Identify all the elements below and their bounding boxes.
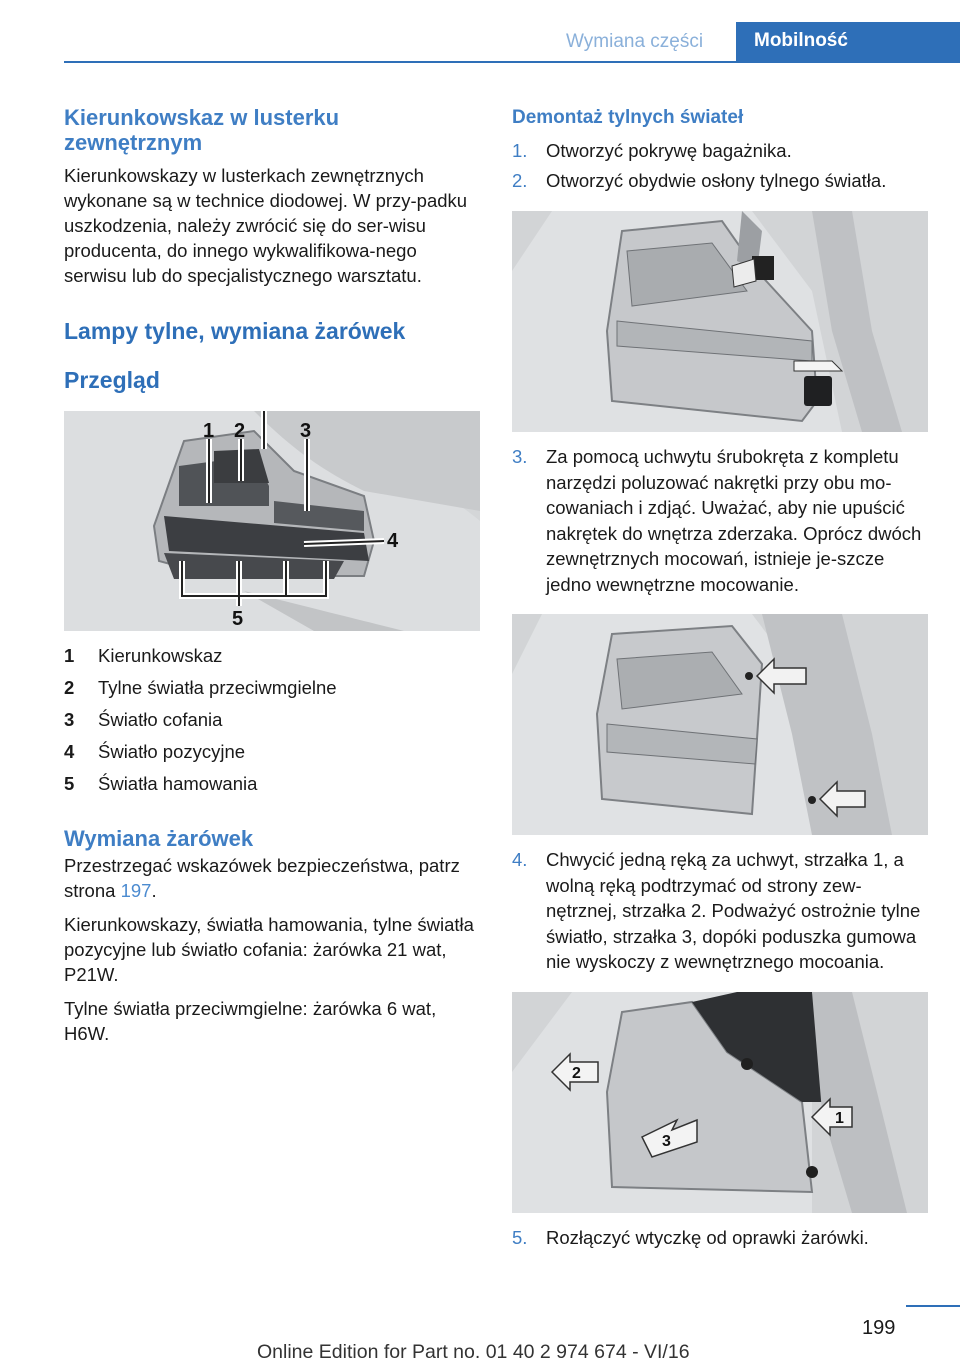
step-4-figure <box>512 992 928 1213</box>
removal-steps <box>512 138 928 193</box>
removal-steps-cont <box>512 444 928 597</box>
bulbs-safety-text: Przestrzegać wskazówek bezpieczeństwa, patrz strona 197. <box>64 855 460 901</box>
step-item: 4. Chwycić jedną ręką za uchwyt, strzałka 1, a wolną ręką podtrzymać od strony zew-nętrznej, strzałka 2. Podważyć ostrożnie tylne światło, strzałka 3, dopóki poduszka gumowa nie wyskoczy z wewnętrznego mocoania. <box>512 849 921 972</box>
callout-4: 4 <box>387 530 399 552</box>
callout-1: 1 <box>203 420 215 442</box>
legend-item: 2 Tylne światła przeciwmgielne <box>64 677 337 698</box>
page-number: 199 <box>862 1317 896 1339</box>
arrow-label-3: 3 <box>662 1132 671 1150</box>
callout-2: 2 <box>234 420 246 442</box>
mirror-text: Kierunkowskazy w lusterkach zewnętrznych wykonane są w technice diodowej. W przy-padku uszkodzenia, należy zwrócić się do ser-wisu producenta, do innego wykwalifikowa-nego serwisu lub do specjalistycznego warsztatu. <box>64 165 468 286</box>
bulbs-heading: Wymiana żarówek <box>64 826 254 851</box>
removal-heading: Demontaż tylnych świateł <box>512 107 744 128</box>
section-title: Lampy tylne, wymiana żarówek <box>64 318 406 344</box>
step-item: 3. Za pomocą uchwytu śrubokręta z kompletu narzędzi poluzować nakrętki przy obu mo-cowaniach i zdjąć. Uważać, aby nie upuścić nakrętek do wnętrza zderzaka. Oprócz dwóch zewnętrznych mocowań, istnieje je-szcze jedno wewnętrzne mocowanie. <box>512 446 922 595</box>
removal-steps-cont-3 <box>512 1225 928 1251</box>
removal-steps-cont-2 <box>512 847 928 975</box>
step-item: 2. Otworzyć obydwie osłony tylnego światła. <box>512 169 887 191</box>
page-link-197[interactable]: 197 <box>120 880 152 901</box>
step-2-figure <box>512 211 928 432</box>
overview-legend <box>64 640 482 800</box>
legend-item: 3 Światło cofania <box>64 709 223 730</box>
left-column <box>64 100 482 1046</box>
footer-rule <box>906 1305 960 1307</box>
edition-text: Online Edition for Part no. 01 40 2 974 674 - VI/16 <box>257 1341 690 1363</box>
header-rule <box>64 61 960 63</box>
header-chapter-tab: Mobilność <box>736 22 960 63</box>
step-item: 1. Otworzyć pokrywę bagażnika. <box>512 140 792 161</box>
legend-item: 5 Światła hamowania <box>64 773 258 794</box>
arrow-label-2: 2 <box>572 1064 581 1082</box>
overview-title: Przegląd <box>64 367 160 393</box>
arrow-label-1: 1 <box>835 1109 844 1127</box>
legend-item: 1 Kierunkowskaz <box>64 645 223 666</box>
taillight-overview-figure <box>64 411 480 631</box>
callout-3: 3 <box>300 420 312 442</box>
bulbs-spec-main: Kierunkowskazy, światła hamowania, tylne światła pozycyjne lub światło cofania: żarówka 21 wat, P21W. <box>64 914 474 985</box>
header-section-label: Wymiana części <box>566 31 704 52</box>
callout-5: 5 <box>232 608 244 630</box>
mirror-heading: Kierunkowskaz w lusterku zewnętrznym <box>64 105 340 155</box>
bulbs-spec-fog: Tylne światła przeciwmgielne: żarówka 6 wat, H6W. <box>64 998 437 1044</box>
step-item: 5. Rozłączyć wtyczkę od oprawki żarówki. <box>512 1226 869 1248</box>
right-column <box>512 100 928 1250</box>
legend-item: 4 Światło pozycyjne <box>64 741 246 762</box>
step-3-figure <box>512 614 928 835</box>
